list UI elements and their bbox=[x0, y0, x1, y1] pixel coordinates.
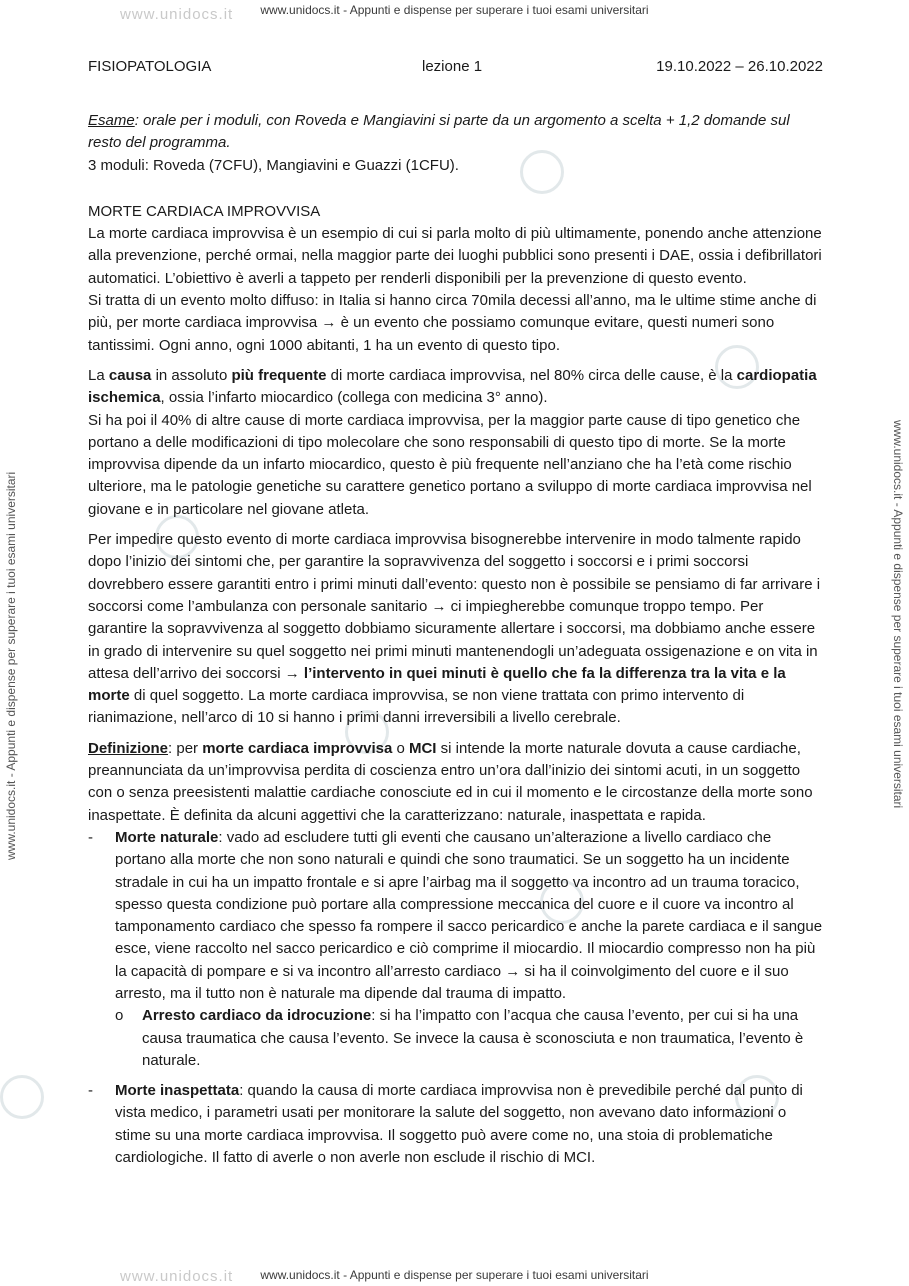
lesson-dates: 19.10.2022 – 26.10.2022 bbox=[656, 58, 823, 75]
bold-key-point: → l’intervento in quei minuti è quello che fa la differenza tra la vita e la morte bbox=[88, 664, 786, 705]
section-title: MORTE CARDIACA IMPROVVISA bbox=[88, 202, 321, 220]
bold-cause: causa bbox=[108, 366, 152, 384]
sub-list-item bbox=[115, 1005, 824, 1072]
item-title: Morte inaspettata bbox=[115, 1082, 240, 1100]
document-body bbox=[88, 110, 824, 1169]
exam-label: Esame bbox=[88, 112, 135, 129]
text-run: , ossia l’infarto miocardico (collega con medicina 3° anno). bbox=[160, 389, 548, 407]
text-run: di quel soggetto. La morte cardiaca improvvisa, se non viene trattata con primo intervento di rianimazione, nell’arco di 10 si hanno i primi danni irreversibili a livello cerebrale. bbox=[88, 687, 745, 727]
text-run: La bbox=[88, 366, 109, 384]
item-title: Morte naturale bbox=[115, 828, 219, 846]
text-run: si intende la morte naturale dovuta a cause cardiache, preannunciata da un’improvvisa perdita di coscienza entro un’ora dall’inizio dei sintomi acuti, in un soggetto con o senza preesistenti malattie cardiache conosciute ed in cui il momento e le circostanze della morte sono inaspettate. È definita da alcuni aggettivi che la caratterizzano: naturale, inaspettata e rapida. bbox=[88, 739, 813, 824]
text-run: : per bbox=[168, 739, 203, 757]
text-run: Per impedire questo evento di morte cardiaca improvvisa bisognerebbe intervenire in modo talmente rapido dopo l’inizio dei sintomi che, per garantire la sopravvivenza del soggetto i soccorsi e i primi soccorsi dovrebbero essere garantiti entro i primi minuti dall’evento: questo non è possibile se pensiamo di far arrivare i soccorsi come l’ambulanza con personale sanitario → ci impiegherebbe comunque troppo tempo. Per garantire la sopravvivenza al soggetto dobbiamo sicuramente allertare i soccorsi, ma dobbiamo anche essere in grado di intervenire su quel soggetto nei primi minuti mantenendogli un’adeguata ossigenazione e on vita in attesa dell’arrivo dei soccorsi bbox=[88, 531, 821, 682]
watermark-side-right: www.unidocs.it - Appunti e dispense per superare i tuoi esami universitari bbox=[891, 420, 905, 809]
item-text: : vado ad escludere tutti gli eventi che causano un’alterazione a livello cardiaco che portano alla morte che non sono naturali e quindi che sono traumatici. Se un soggetto ha un incidente stradale in cui ha un impatto frontale e si apre l’airbag ma il soggetto va incontro ad un trauma toracico, spesso questa condizione può portare alla compressione meccanica del cuore e il cuore va incontro al tamponamento cardiaco che spesso fa rompere il sacco pericardico e anche la parete cardiaca e il sangue esce, viene raccolto nel sacco pericardico e ciò comprime il miocardio. Il miocardio compresso non ha più la capacità di pompare e si va incontro all’arresto cardiaco → si ha il coinvolgimento del cuore e il suo arresto, ma il tutto non è naturale ma dipende dal trauma di impatto. bbox=[115, 828, 823, 1002]
text-run: di morte cardiaca improvvisa, nel 80% circa delle cause, è la bbox=[326, 366, 737, 384]
paragraph-1: La morte cardiaca improvvisa è un esempio di cui si parla molto di più ultimamente, ponendo anche attenzione alla prevenzione, perché ormai, nella maggior parte dei luoghi pubblici sono presenti i DAE, ossia i defibrillatori automatici. L’obiettivo è averli a tappeto per renderli disponibili per la prevenzione di questo evento. bbox=[88, 225, 822, 287]
page-header bbox=[88, 58, 823, 78]
list-item bbox=[88, 827, 824, 1072]
sub-item-title: Arresto cardiaco da idrocuzione bbox=[142, 1007, 372, 1025]
exam-info bbox=[88, 110, 824, 155]
bold-most-frequent: più frequente bbox=[231, 366, 327, 384]
sub-list bbox=[115, 1005, 824, 1072]
bold-mci-abbr: MCI bbox=[408, 739, 437, 757]
watermark-side-left: www.unidocs.it - Appunti e dispense per superare i tuoi esami universitari bbox=[4, 471, 18, 860]
exam-text: : orale per i moduli, con Roveda e Mangiavini si parte da un argomento a scelta + 1,2 domande sul resto del programma. bbox=[88, 112, 790, 152]
watermark-header: www.unidocs.it - Appunti e dispense per superare i tuoi esami universitari bbox=[260, 3, 649, 17]
paragraph-3 bbox=[88, 365, 824, 410]
paragraph-5 bbox=[88, 529, 824, 730]
text-run: o bbox=[392, 739, 409, 757]
watermark-ghost-bottom-left: www.unidocs.it bbox=[120, 1268, 234, 1285]
course-title: FISIOPATOLOGIA bbox=[88, 58, 212, 75]
watermark-logo-icon bbox=[0, 1075, 44, 1119]
item-text: : quando la causa di morte cardiaca improvvisa non è prevedibile perché dal punto di vista medico, i parametri usati per monitorare la salute del soggetto, non avevano dato informazioni o stime su una morte cardiaca improvvisa. Il soggetto può avere come no, una stoia di problematiche cardiologiche. Il fatto di averle o non averle non esclude il rischio di MCI. bbox=[115, 1082, 803, 1167]
watermark-ghost-top-left: www.unidocs.it bbox=[120, 6, 234, 23]
definition bbox=[88, 738, 824, 827]
exam-modules: 3 moduli: Roveda (7CFU), Mangiavini e Guazzi (1CFU). bbox=[88, 156, 459, 174]
paragraph-4: Si ha poi il 40% di altre cause di morte cardiaca improvvisa, per la maggior parte cause di tipo genetico che portano a delle modificazioni di tipo molecolare che sono responsabili di questo tipo di morte. Se la morte improvvisa dipende da un infarto miocardico, questo è più frequente nell’anziano che ha l’età come rischio ulteriore, ma le patologie genetiche su carattere genetico portano a sviluppo di morte cardiaca improvvisa nel giovane e in particolare nel giovane atleta. bbox=[88, 411, 812, 518]
bold-mci-term: morte cardiaca improvvisa bbox=[202, 739, 393, 757]
paragraph-2: Si tratta di un evento molto diffuso: in Italia si hanno circa 70mila decessi all’anno, ma le ultime stime anche di più, per morte cardiaca improvvisa → è un evento che possiamo comunque evitare, questi numeri sono tantissimi. Ogni anno, ogni 1000 abitanti, 1 ha un evento di questo tipo. bbox=[88, 292, 817, 354]
sub-item-text: : si ha l’impatto con l’acqua che causa l’evento, per cui si ha una causa traumatica che causa l’evento. Se invece la causa è sconosciuta e non traumatica, l’evento è naturale. bbox=[142, 1007, 804, 1069]
characteristics-list bbox=[88, 827, 824, 1169]
text-run: in assoluto bbox=[151, 366, 232, 384]
definition-label: Definizione bbox=[88, 739, 169, 757]
lesson-label: lezione 1 bbox=[422, 58, 483, 75]
watermark-footer: www.unidocs.it - Appunti e dispense per superare i tuoi esami universitari bbox=[260, 1268, 649, 1282]
list-item bbox=[88, 1080, 824, 1169]
bold-ischemic: cardiopatia ischemica bbox=[88, 366, 817, 407]
